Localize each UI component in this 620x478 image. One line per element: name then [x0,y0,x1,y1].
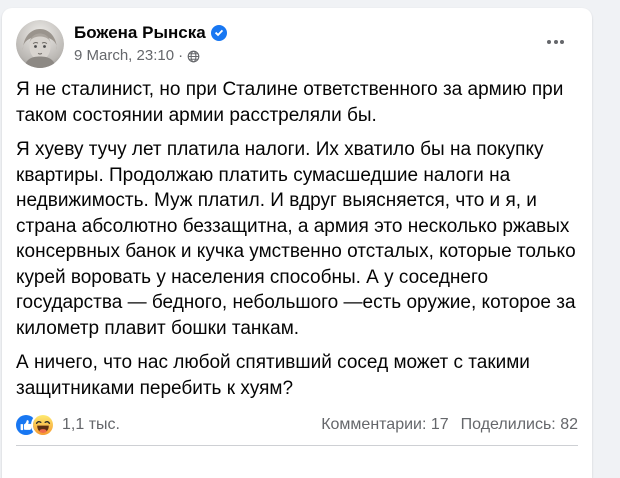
divider [16,445,578,446]
author-name[interactable]: Божена Рынска [74,23,206,42]
meta-separator: · [178,47,184,64]
post-timestamp[interactable]: 9 March, 23:10 [74,47,175,64]
engagement-bar [2,410,592,445]
post-paragraph: Я хуеву тучу лет платила налоги. Их хватило бы на покупку квартиры. Продолжаю платить сумасшедшие налоги на недвижимость. Муж платил. И вдруг выясняется, что и я, и страна абсолютно беззащитна, а армия это несколько ржавых консервных банок и кучка умственно отсталых, которые только курей воровать у населения способны. А у соседнего государства — бедного, небольшого —есть оружие, которое за километр плавит бошки танкам. [16,139,576,339]
avatar[interactable] [16,20,64,68]
post-meta [74,47,227,65]
post-paragraph: А ничего, что нас любой спятивший сосед может с такими защитниками перебить к хуям? [16,352,530,399]
three-dots-icon [547,40,564,44]
author-block [74,20,227,65]
globe-privacy-icon [187,50,200,63]
comments-count[interactable]: Комментарии: 17 [321,416,449,433]
reactions-summary[interactable] [16,415,120,435]
post-options-button[interactable] [541,34,570,50]
reaction-count[interactable]: 1,1 тыс. [62,416,120,433]
haha-reaction-icon[interactable] [33,415,53,435]
post-text [2,68,592,401]
post-stats [321,416,578,434]
facebook-post-card [2,8,592,478]
avatar-image [16,20,64,68]
verified-badge-icon [211,25,227,41]
post-header [2,8,592,68]
post-paragraph: Я не сталинист, но при Сталине ответственного за армию при таком состоянии армии расстреляли бы. [16,79,564,126]
shares-count[interactable]: Поделились: 82 [460,416,578,433]
